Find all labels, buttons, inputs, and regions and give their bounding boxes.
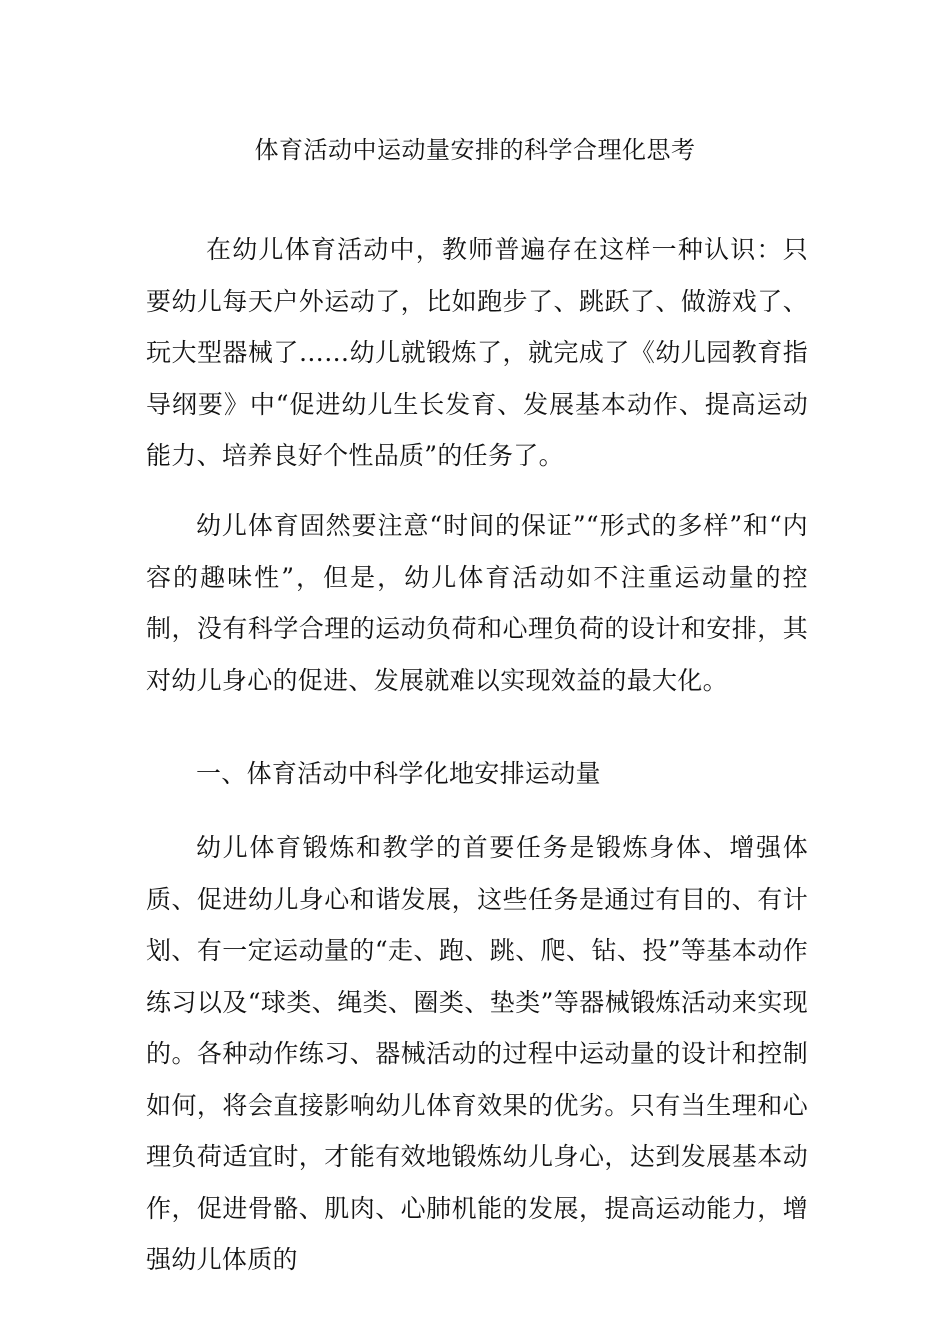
document-title: 体育活动中运动量安排的科学合理化思考 [254,136,696,164]
section-paragraph: 幼儿体育锻炼和教学的首要任务是锻炼身体、增强体质、促进幼儿身心和谐发展，这些任务是通过有目的、有计划、有一定运动量的“走、跑、跳、爬、钻、投”等基本动作练习以及“球类、绳类、圈类、垫类”等器械锻炼活动来实现的。各种动作练习、器械活动的过程中运动量的设计和控制如何，将会直接影响幼儿体育效果的优劣。只有当生理和心理负荷适宜时，才能有效地锻炼幼儿身心，达到发展基本动作，促进骨骼、肌肉、心肺机能的发展，提高运动能力，增强幼儿体质的 [146,833,808,1274]
section-heading: 一、体育活动中科学化地安排运动量 [196,759,601,788]
intro-paragraph-2: 幼儿体育固然要注意“时间的保证”“形式的多样”和“内容的趣味性”，但是，幼儿体育活动如不注重运动量的控制，没有科学合理的运动负荷和心理负荷的设计和安排，其对幼儿身心的促进、发展就难以实现效益的最大化。 [146,511,808,695]
intro-paragraph-1: 在幼儿体育活动中，教师普遍存在这样一种认识：只要幼儿每天户外运动了，比如跑步了、跳跃了、做游戏了、玩大型器械了……幼儿就锻炼了，就完成了《幼儿园教育指导纲要》中“促进幼儿生长发育、发展基本动作、提高运动能力、培养良好个性品质”的任务了。 [146,235,808,470]
